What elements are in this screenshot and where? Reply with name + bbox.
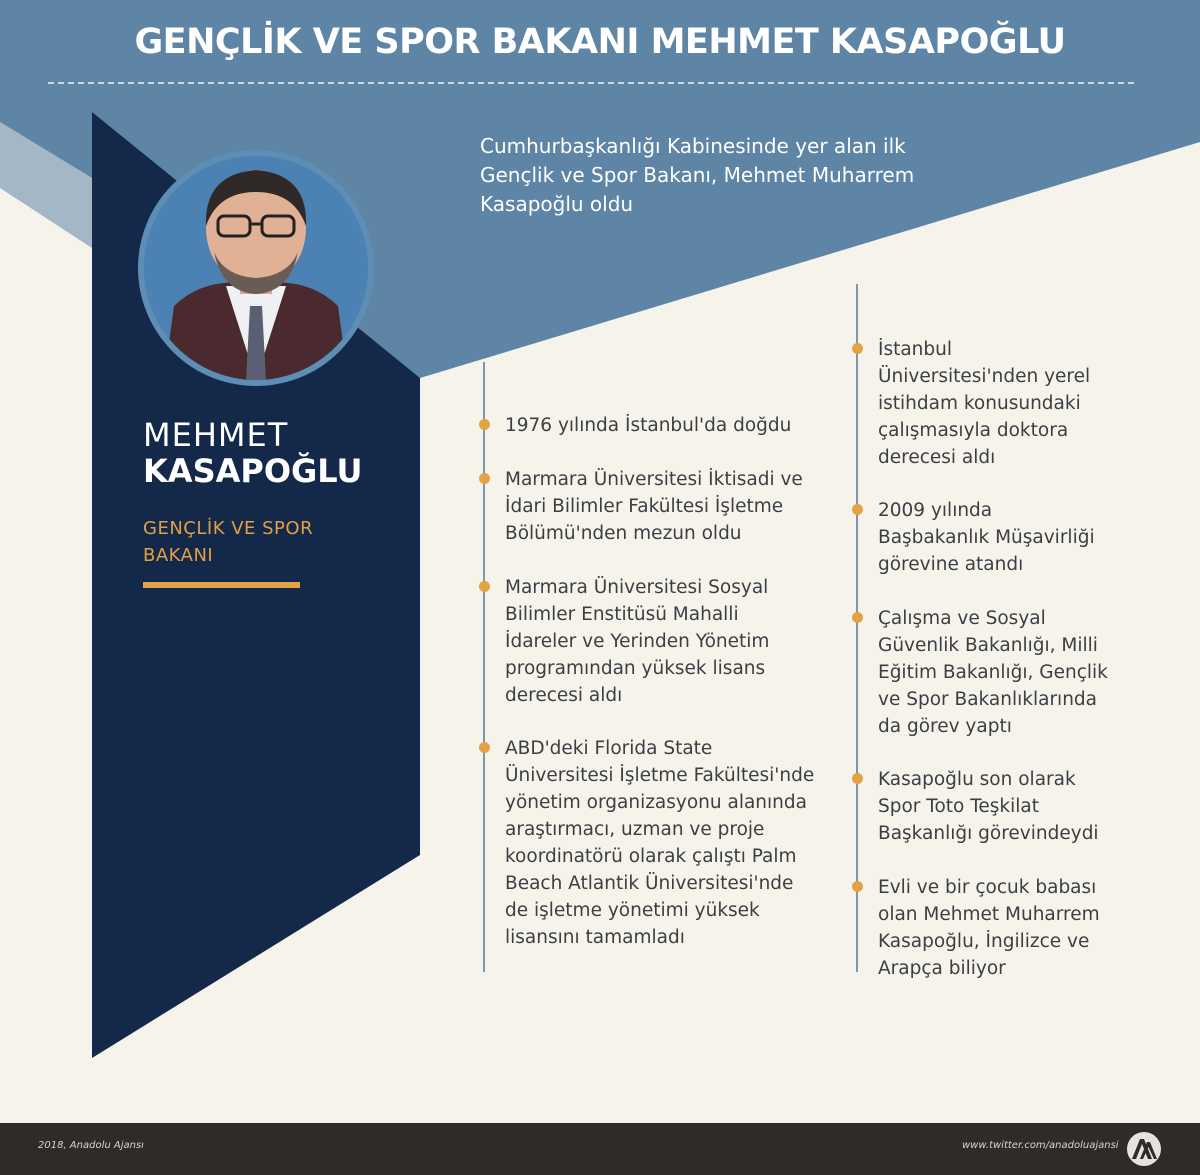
page-title: GENÇLİK VE SPOR BAKANI MEHMET KASAPOĞLU <box>134 22 1066 62</box>
role-title <box>143 515 343 569</box>
timeline-dot <box>479 419 490 430</box>
timeline-item: Çalışma ve Sosyal Güvenlik Bakanlığı, Milli Eğitim Bakanlığı, Gençlik ve Spor Bakanlıklarında da görev yaptı <box>878 608 1108 737</box>
role-line-1: GENÇLİK VE SPOR <box>143 518 314 539</box>
role-underline <box>143 582 300 588</box>
timeline-item: Evli ve bir çocuk babası olan Mehmet Muharrem Kasapoğlu, İngilizce ve Arapça biliyor <box>878 877 1100 979</box>
timeline-dot <box>852 881 863 892</box>
portrait-illustration <box>144 156 368 380</box>
timeline-item: 1976 yılında İstanbul'da doğdu <box>505 415 792 436</box>
timeline-item: Marmara Üniversitesi Sosyal Bilimler Enstitüsü Mahalli İdareler ve Yerinden Yönetim programından yüksek lisans derecesi aldı <box>505 577 770 706</box>
last-name: KASAPOĞLU <box>143 452 363 490</box>
timeline-right-line <box>856 284 858 972</box>
timeline-dot <box>852 504 863 515</box>
timeline-item: Kasapoğlu son olarak Spor Toto Teşkilat Başkanlığı görevindeydi <box>878 769 1099 844</box>
role-line-2: BAKANI <box>143 545 214 566</box>
timeline-dot <box>479 581 490 592</box>
title-divider <box>48 82 1134 84</box>
intro-text: Cumhurbaşkanlığı Kabinesinde yer alan ilk Gençlik ve Spor Bakanı, Mehmet Muharrem Kasapoğlu oldu <box>480 134 915 216</box>
timeline-dot <box>479 473 490 484</box>
timeline-item: Marmara Üniversitesi İktisadi ve İdari Bilimler Fakültesi İşletme Bölümü'nden mezun oldu <box>505 469 803 544</box>
timeline-dot <box>852 612 863 623</box>
timeline-dot <box>852 343 863 354</box>
timeline-item: İstanbul Üniversitesi'nden yerel istihdam konusundaki çalışmasıyla doktora derecesi aldı <box>878 339 1091 468</box>
first-name: MEHMET <box>143 416 289 454</box>
timeline-item: 2009 yılında Başbakanlık Müşavirliği görevine atandı <box>878 500 1095 575</box>
timeline-left-line <box>483 362 485 972</box>
copyright-text: 2018, Anadolu Ajansı <box>38 1140 144 1151</box>
avatar <box>138 150 374 386</box>
timeline-dot <box>479 742 490 753</box>
aa-logo-icon <box>1126 1131 1162 1167</box>
twitter-link[interactable]: www.twitter.com/anadoluajansi <box>962 1140 1119 1151</box>
timeline-item: ABD'deki Florida State Üniversitesi İşletme Fakültesi'nde yönetim organizasyonu alanında araştırmacı, uzman ve proje koordinatörü olarak çalıştı Palm Beach Atlantik Üniversitesi'nde de işletme yönetimi yüksek lisansını tamamladı <box>505 738 815 948</box>
timeline-dot <box>852 773 863 784</box>
